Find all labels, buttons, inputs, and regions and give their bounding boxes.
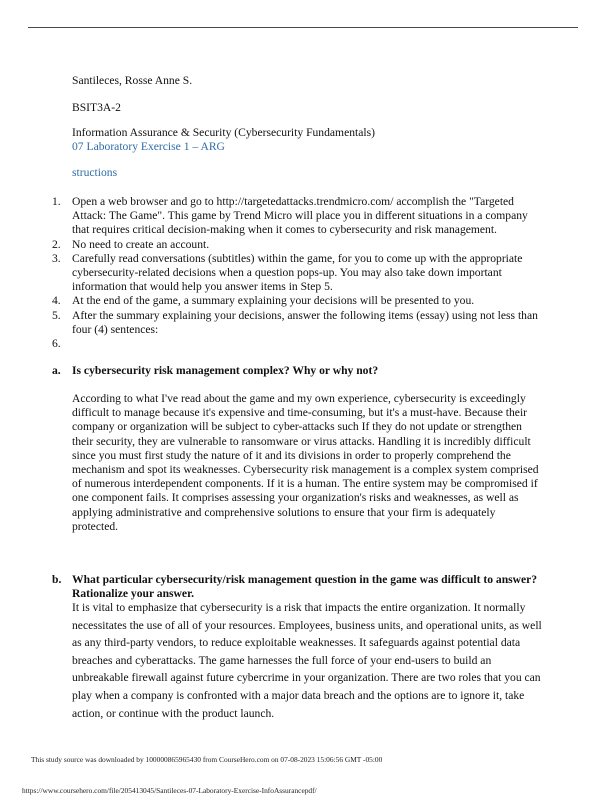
list-item xyxy=(52,294,542,308)
student-section: BSIT3A-2 xyxy=(72,101,121,114)
list-item-number: 6. xyxy=(52,337,61,351)
list-item-text: After the summary explaining your decisions, answer the following items (essay) using not less than four (4) sentences: xyxy=(72,308,538,336)
instructions-heading: structions xyxy=(72,166,118,179)
exercise-title: 07 Laboratory Exercise 1 – ARG xyxy=(72,140,225,153)
answer-b: It is vital to emphasize that cybersecurity is a risk that impacts the entire organization. It normally necessitates the use of all of your resources. Employees, business units, and operational units, as well as any third-party vendors, to reduce exploitable weaknesses. It safeguards against potential data breaches and cyberattacks. The game harnesses the full force of your end-users to build an unbreakable firewall against future cybercrime in your organization. There are two roles that you can play when a company is confronted with a major data breach and the options are to ignore it, take action, or continue with the product launch. xyxy=(72,601,542,720)
list-item xyxy=(52,337,542,351)
question-letter: b. xyxy=(52,573,62,586)
list-item-text: Carefully read conversations (subtitles) within the game, for you to come up with the appropriate cybersecurity-related decisions when a question pops-up. You may also take down important information that would help you answer items in Step 5. xyxy=(72,251,523,294)
question-b xyxy=(52,573,542,601)
list-item-number: 1. xyxy=(52,195,61,208)
question-a xyxy=(52,364,542,378)
list-item-number: 2. xyxy=(52,237,61,251)
list-item xyxy=(52,195,542,238)
top-divider xyxy=(28,27,578,28)
list-item-text: No need to create an account. xyxy=(72,237,210,251)
list-item-number: 5. xyxy=(52,308,61,322)
download-notice: This study source was downloaded by 100000865965430 from CourseHero.com on 07-08-2023 15:06:56 GMT -05:00 xyxy=(31,755,383,764)
list-item xyxy=(52,238,542,252)
list-item-text: At the end of the game, a summary explaining your decisions will be presented to you. xyxy=(72,294,475,308)
question-text: Is cybersecurity risk management complex? Why or why not? xyxy=(72,364,379,377)
student-name: Santileces, Rosse Anne S. xyxy=(72,74,193,87)
list-item-text: Open a web browser and go to http://targetedattacks.trendmicro.com/ accomplish the "Targeted Attack: The Game". This game by Trend Micro will place you in different situations in a company that requires critical decision-making when it comes to cybersecurity and risk management. xyxy=(72,195,528,237)
question-letter: a. xyxy=(52,364,61,377)
list-item-number: 3. xyxy=(52,251,61,265)
source-url: https://www.coursehero.com/file/205413045/Santileces-07-Laboratory-Exercise-InfoAssurancepdf/ xyxy=(22,786,317,795)
list-item xyxy=(52,309,542,337)
question-text: What particular cybersecurity/risk management question in the game was difficult to answer? Rationalize your answer. xyxy=(72,573,538,601)
course-title: Information Assurance & Security (Cybersecurity Fundamentals) xyxy=(72,126,375,139)
instructions-list xyxy=(52,195,542,351)
list-item-number: 4. xyxy=(52,294,61,308)
list-item xyxy=(52,252,542,295)
answer-a: According to what I've read about the game and my own experience, cybersecurity is exceedingly difficult to manage because it's expensive and time-consuming, but it's a must-have. Because their company or organization will be subject to cyber-attacks such If they do not update or strengthen their security, they are vulnerable to ransomware or virus attacks. Handling it is incredibly difficult since you must first study the nature of it and its divisions in order to properly comprehend the mechanism and spot its weaknesses. Cybersecurity risk management is a complex system comprised of numerous interdependent components. If it is a human. The entire system may be compromised if one component fails. It comprises assessing your organization's risks and weaknesses, as well as applying administrative and comprehensive solutions to ensure that your firm is adequately protected. xyxy=(72,392,539,533)
